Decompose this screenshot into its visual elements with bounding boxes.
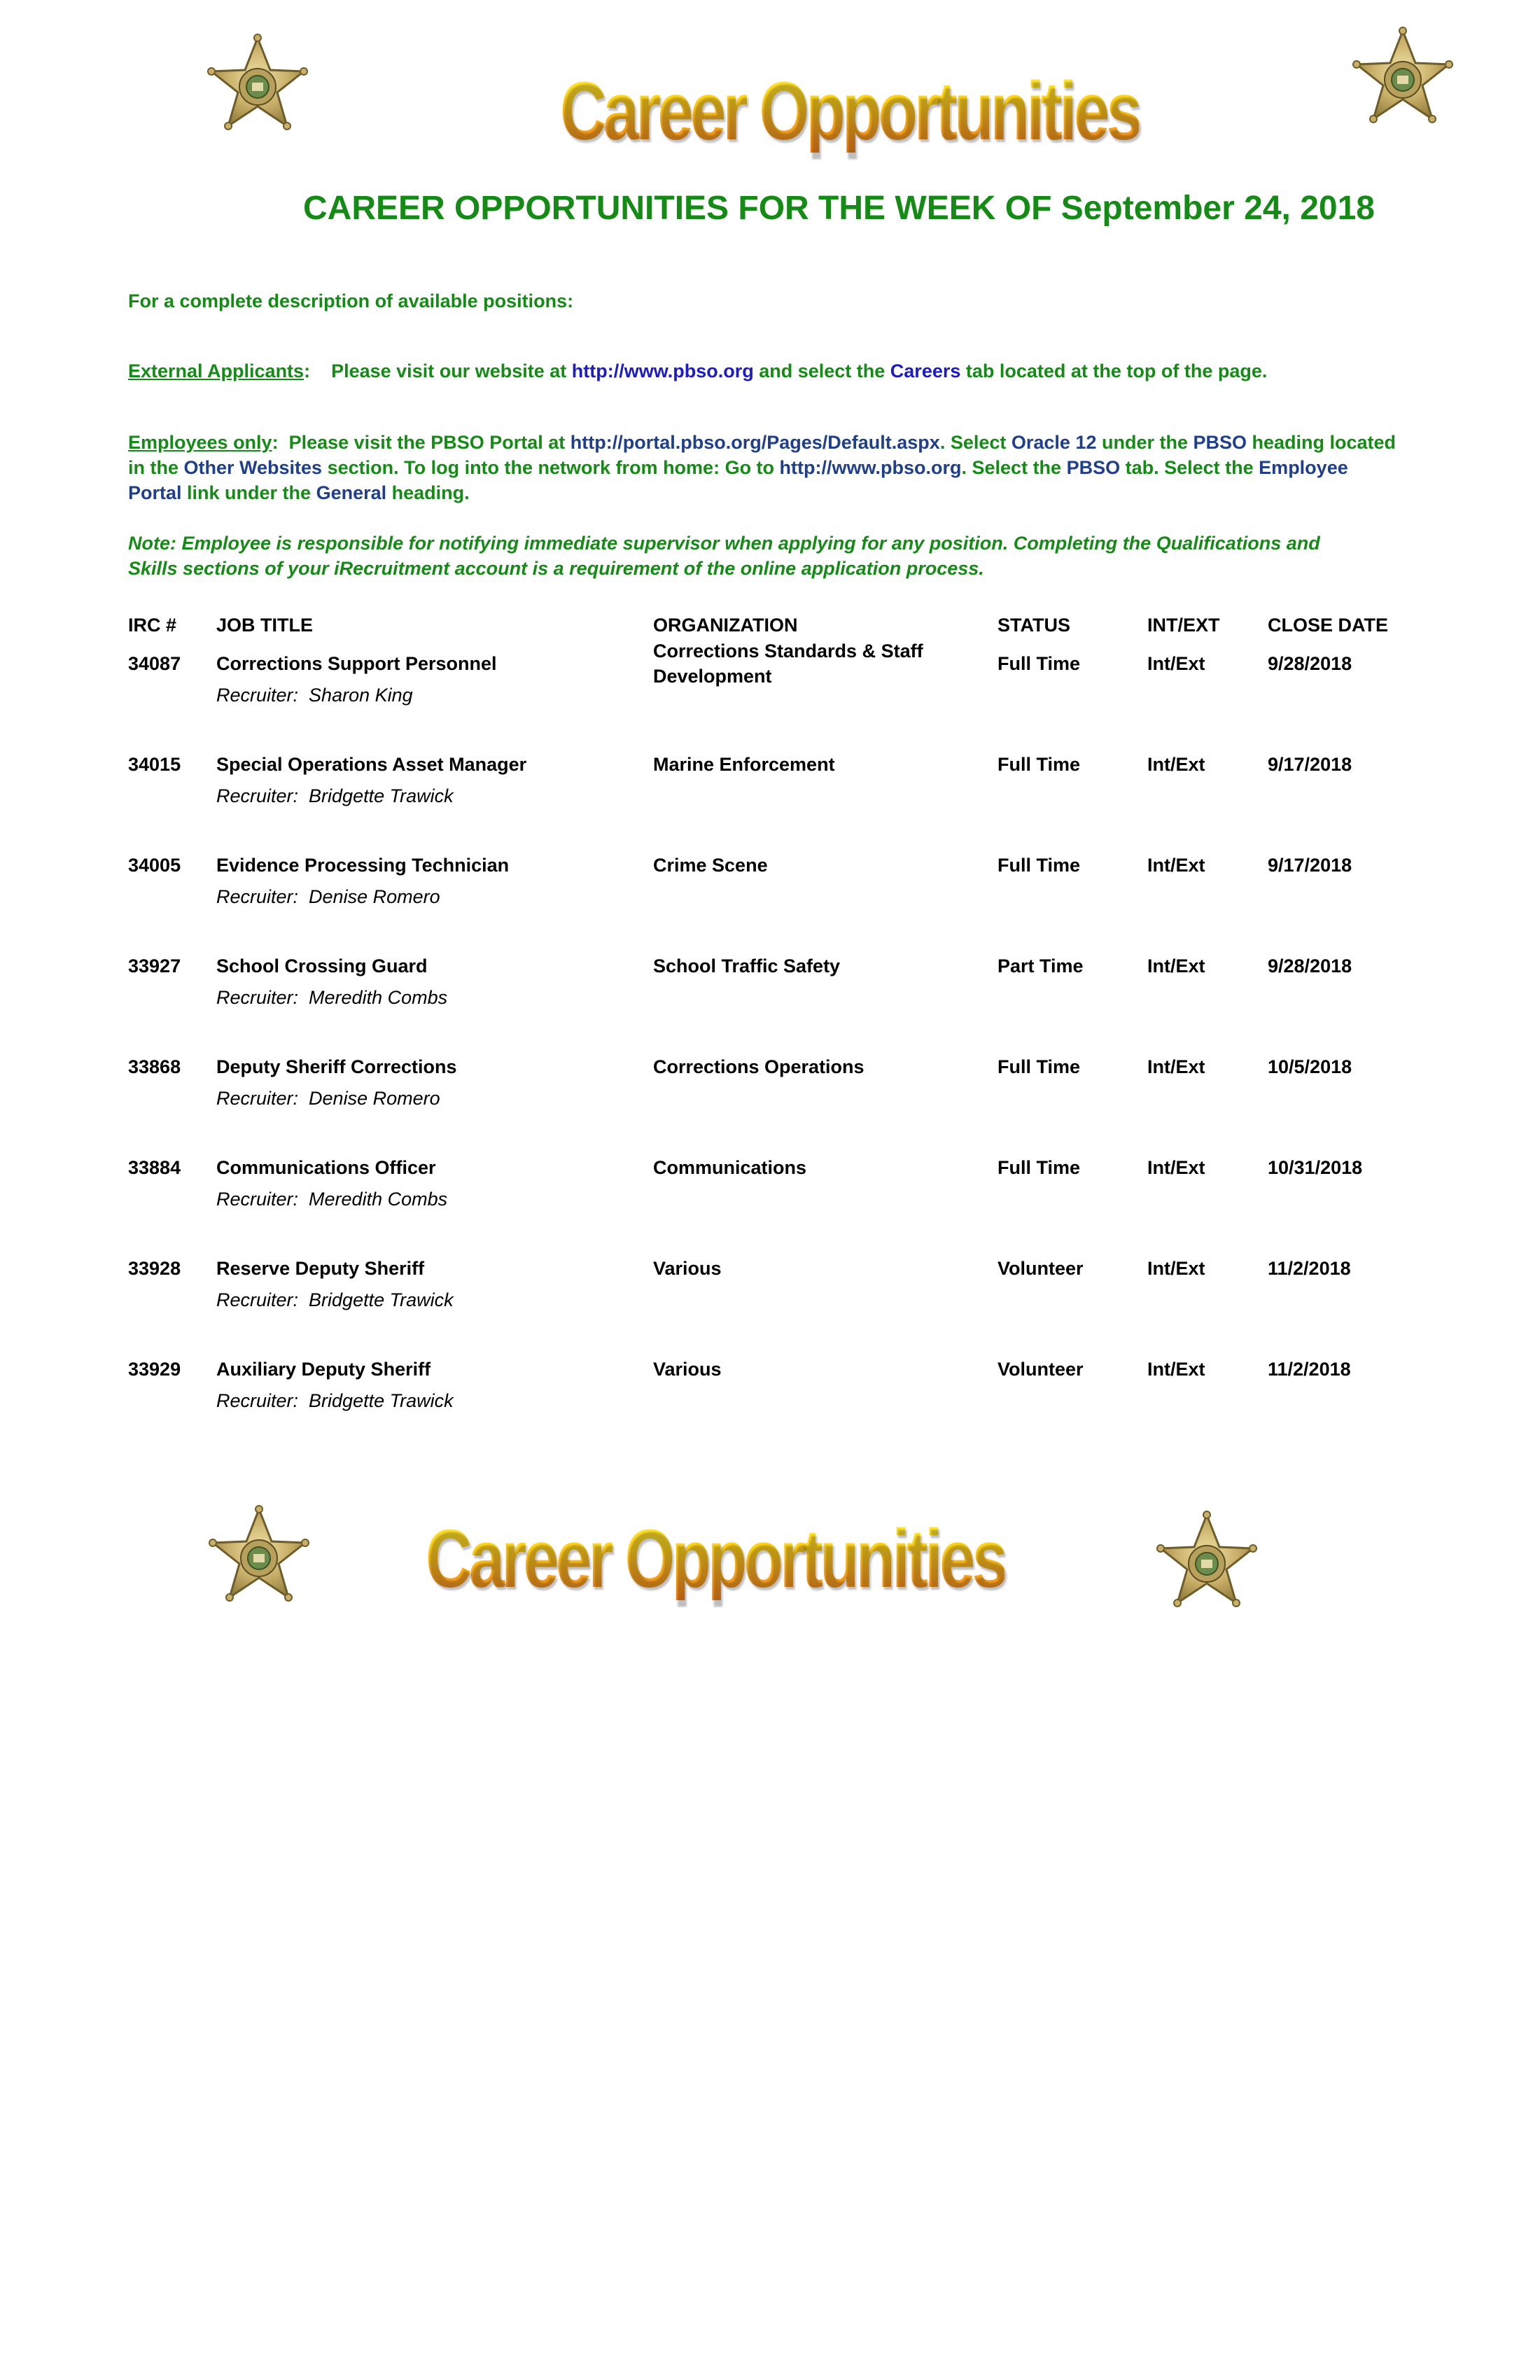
intro-text: For a complete description of available positions: — [128, 290, 574, 312]
organization: Marine Enforcement — [653, 754, 835, 775]
recruiter-name: Bridgette Trawick — [309, 1390, 454, 1411]
sheriff-star-badge-icon — [1156, 1511, 1257, 1611]
irc-number: 33929 — [128, 1359, 181, 1380]
organization: Corrections Standards & Staff Development — [653, 640, 923, 687]
job-title: Auxiliary Deputy Sheriff — [216, 1359, 431, 1380]
career-opportunities-banner-bottom: Career Opportunities — [426, 1513, 1004, 1605]
int-ext: Int/Ext — [1147, 1157, 1205, 1178]
close-date: 10/5/2018 — [1268, 1056, 1352, 1077]
organization: School Traffic Safety — [653, 955, 841, 976]
job-title: Evidence Processing Technician — [216, 855, 510, 876]
recruiter-line: Recruiter: Meredith Combs — [216, 987, 448, 1008]
close-date: 9/28/2018 — [1268, 653, 1352, 674]
pbso-home-link[interactable]: http://www.pbso.org — [779, 457, 962, 478]
recruiter-line: Recruiter: Bridgette Trawick — [216, 1390, 454, 1411]
page-title: CAREER OPPORTUNITIES FOR THE WEEK OF September 24, 2018 — [303, 190, 1375, 227]
int-ext: Int/Ext — [1147, 955, 1205, 976]
irc-number: 33884 — [128, 1157, 181, 1178]
irc-number: 34087 — [128, 653, 181, 674]
irc-number: 34015 — [128, 754, 181, 775]
recruiter-name: Sharon King — [309, 685, 413, 706]
organization: Crime Scene — [653, 855, 768, 876]
col-header-job-title: JOB TITLE — [216, 615, 314, 636]
sheriff-star-badge-icon — [209, 1505, 309, 1606]
career-opportunities-banner-top: Career Opportunities — [560, 65, 1139, 158]
organization: Communications — [653, 1157, 807, 1178]
close-date: 11/2/2018 — [1268, 1359, 1351, 1380]
organization: Various — [653, 1258, 722, 1279]
irc-number: 33868 — [128, 1056, 181, 1077]
status: Full Time — [997, 855, 1081, 876]
job-title: Deputy Sheriff Corrections — [216, 1056, 457, 1077]
int-ext: Int/Ext — [1147, 653, 1205, 674]
recruiter-name: Meredith Combs — [309, 987, 448, 1008]
col-header-organization: ORGANIZATION — [653, 615, 798, 636]
job-title: Reserve Deputy Sheriff — [216, 1258, 425, 1279]
pbso-website-link[interactable]: http://www.pbso.org — [571, 360, 754, 382]
int-ext: Int/Ext — [1147, 1056, 1205, 1077]
note-text: Note: Employee is responsible for notifying immediate supervisor when applying for any position. Completing the Qualifications and Skills sections of your iRecruitment account is a requirement of the online application process. — [128, 533, 1320, 579]
employees-only-label: Employees only — [128, 432, 272, 453]
status: Volunteer — [997, 1258, 1084, 1279]
recruiter-name: Meredith Combs — [309, 1189, 448, 1210]
recruiter-line: Recruiter: Denise Romero — [216, 886, 440, 907]
status: Full Time — [997, 1056, 1081, 1077]
job-title: Communications Officer — [216, 1157, 436, 1178]
employees-only-paragraph: Employees only: Please visit the PBSO Portal at http://portal.pbso.org/Pages/Default.aspx. Select Oracle 12 under the PBSO heading located in the Other Websites section. To log into the network from home: Go to http://www.pbso.org. Select the PBSO tab. Select the Employee Portal link under the General heading. — [128, 432, 1396, 503]
external-applicants-label: External Applicants — [128, 360, 304, 382]
organization: Corrections Operations — [653, 1056, 864, 1077]
int-ext: Int/Ext — [1147, 1258, 1205, 1279]
int-ext: Int/Ext — [1147, 1359, 1205, 1380]
col-header-int-ext: INT/EXT — [1147, 615, 1220, 636]
close-date: 10/31/2018 — [1268, 1157, 1363, 1178]
recruiter-line: Recruiter: Bridgette Trawick — [216, 1289, 454, 1310]
recruiter-line: Recruiter: Denise Romero — [216, 1088, 440, 1109]
irc-number: 33927 — [128, 955, 181, 976]
employee-portal-link[interactable]: Employee Portal — [128, 457, 1348, 503]
recruiter-name: Bridgette Trawick — [309, 1289, 454, 1310]
status: Volunteer — [997, 1359, 1084, 1380]
organization: Various — [653, 1359, 722, 1380]
job-title: Corrections Support Personnel — [216, 653, 497, 674]
col-header-status: STATUS — [997, 615, 1070, 636]
status: Full Time — [997, 653, 1081, 674]
irc-number: 34005 — [128, 855, 181, 876]
recruiter-line: Recruiter: Meredith Combs — [216, 1189, 448, 1210]
pbso-portal-link[interactable]: http://portal.pbso.org/Pages/Default.aspx — [570, 432, 940, 453]
recruiter-line: Recruiter: Sharon King — [216, 685, 413, 706]
job-title: School Crossing Guard — [216, 955, 428, 976]
col-header-irc: IRC # — [128, 615, 177, 636]
status: Part Time — [997, 955, 1084, 976]
recruiter-name: Denise Romero — [309, 1088, 440, 1109]
recruiter-name: Bridgette Trawick — [309, 785, 454, 806]
col-header-close-date: CLOSE DATE — [1268, 615, 1389, 636]
close-date: 11/2/2018 — [1268, 1258, 1351, 1279]
recruiter-name: Denise Romero — [309, 886, 440, 907]
close-date: 9/17/2018 — [1268, 855, 1352, 876]
int-ext: Int/Ext — [1147, 855, 1205, 876]
careers-tab-link[interactable]: Careers — [890, 360, 961, 382]
status: Full Time — [997, 754, 1081, 775]
external-applicants-paragraph: External Applicants: Please visit our website at http://www.pbso.org and select the Careers tab located at the top of the page. — [128, 360, 1268, 382]
status: Full Time — [997, 1157, 1081, 1178]
irc-number: 33928 — [128, 1258, 181, 1279]
close-date: 9/28/2018 — [1268, 955, 1352, 976]
recruiter-line: Recruiter: Bridgette Trawick — [216, 785, 454, 806]
close-date: 9/17/2018 — [1268, 754, 1352, 775]
job-title: Special Operations Asset Manager — [216, 754, 527, 775]
int-ext: Int/Ext — [1147, 754, 1205, 775]
